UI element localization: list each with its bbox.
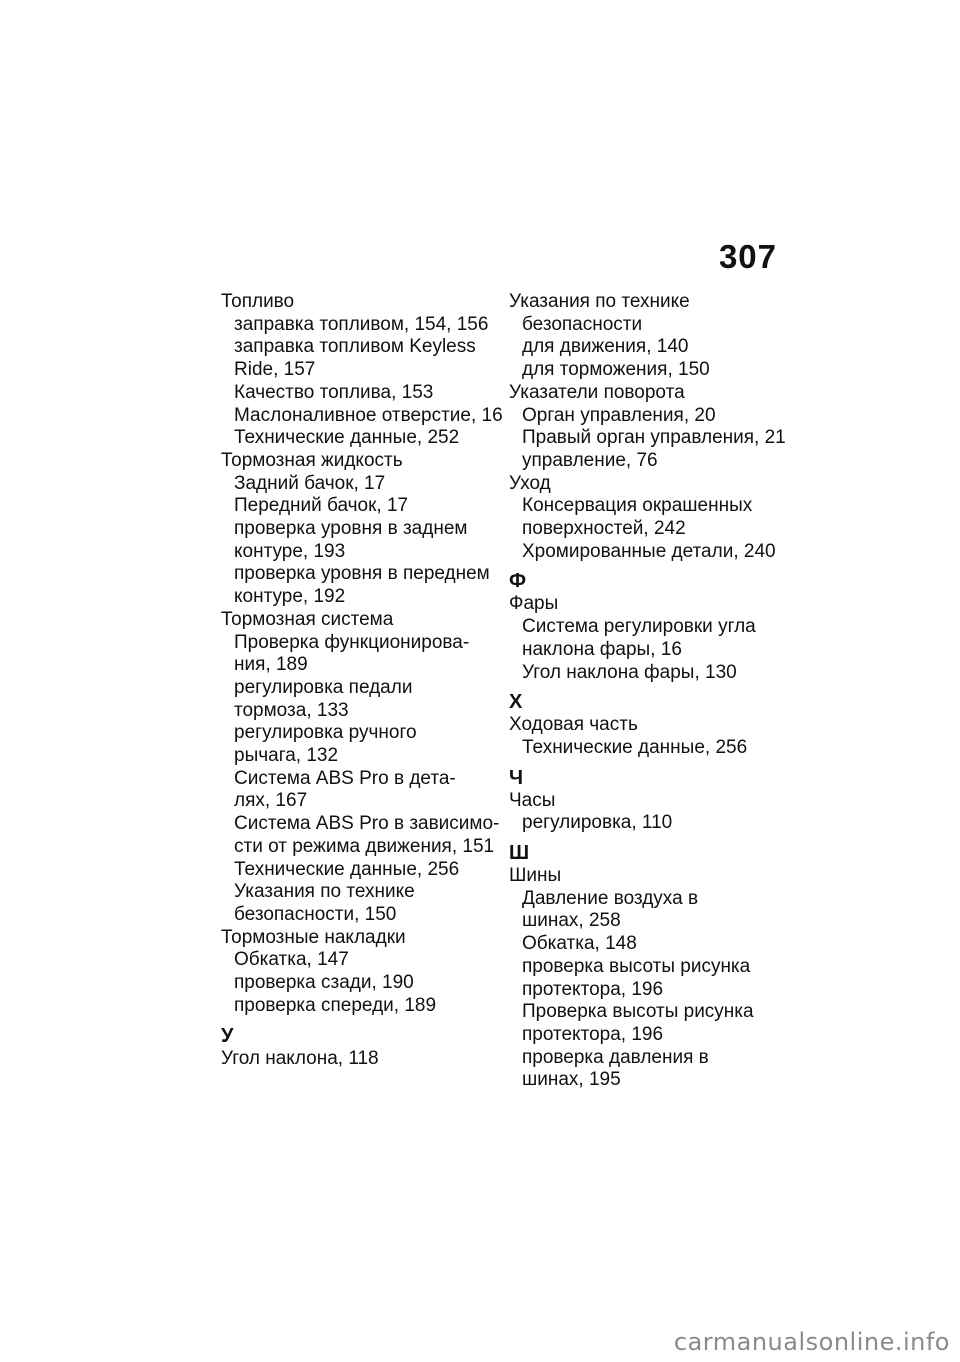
index-column-right	[509, 291, 799, 1092]
index-subentry: проверка давления в	[522, 1046, 709, 1068]
index-subentry: Консервация окрашенных	[522, 495, 753, 517]
index-subentry: проверка высоты рисунка	[522, 955, 751, 977]
index-subentry: Технические данные, 252	[234, 427, 460, 449]
index-subentry: Проверка высоты рисунка	[522, 1001, 754, 1023]
index-subentry: Технические данные, 256	[522, 736, 748, 758]
index-letter-heading: Ч	[509, 766, 524, 789]
index-letter-heading: У	[221, 1024, 234, 1047]
index-subentry: контуре, 192	[234, 586, 346, 608]
index-subentry: Технические данные, 256	[234, 858, 460, 880]
index-entry: Часы	[509, 789, 556, 811]
index-subentry: Ride, 157	[234, 359, 316, 381]
index-subentry: Правый орган управления, 21	[522, 427, 786, 449]
index-subentry: шинах, 195	[522, 1069, 621, 1091]
index-subentry: для торможения, 150	[522, 359, 710, 381]
index-subentry: шинах, 258	[522, 910, 621, 932]
index-subentry: лях, 167	[234, 790, 308, 812]
index-entry: Фары	[509, 593, 559, 615]
index-subentry: регулировка, 110	[522, 812, 673, 834]
index-letter-heading: Ф	[509, 570, 527, 593]
index-subentry: Давление воздуха в	[522, 887, 699, 909]
index-subentry: Обкатка, 147	[234, 949, 349, 971]
index-letter-heading: Ш	[509, 842, 530, 865]
index-entry: Тормозная жидкость	[221, 449, 403, 471]
index-subentry: регулировка ручного	[234, 722, 417, 744]
index-subentry: Система ABS Pro в дета-	[234, 767, 456, 789]
index-subentry: заправка топливом Keyless	[234, 336, 476, 358]
index-subentry: Проверка функционирова-	[234, 631, 470, 653]
index-subentry: тормоза, 133	[234, 699, 349, 721]
index-subentry: Обкатка, 148	[522, 933, 637, 955]
index-subentry: безопасности, 150	[234, 903, 397, 925]
page-number: 307	[718, 238, 777, 275]
index-subentry: регулировка педали	[234, 676, 413, 698]
index-letter-heading: Х	[509, 691, 523, 714]
index-subentry: Маслоналивное отверстие, 16	[234, 404, 503, 426]
index-entry: Топливо	[221, 291, 295, 312]
index-entry: Указания по технике	[509, 291, 690, 312]
index-subentry: поверхностей, 242	[522, 518, 686, 540]
index-subentry: контуре, 193	[234, 540, 346, 562]
index-subentry: проверка уровня в заднем	[234, 518, 468, 540]
index-subentry: Указания по технике	[234, 881, 415, 903]
index-entry: Тормозные накладки	[221, 926, 406, 948]
index-subentry: протектора, 196	[522, 978, 664, 1000]
index-subentry: Система регулировки угла	[522, 616, 756, 638]
index-subentry: проверка уровня в переднем	[234, 563, 490, 585]
index-subentry: проверка сзади, 190	[234, 972, 414, 994]
index-subentry: для движения, 140	[522, 336, 689, 358]
index-entry: Шины	[509, 865, 562, 887]
index-entry: Указатели поворота	[509, 381, 685, 403]
index-subentry: Передний бачок, 17	[234, 495, 409, 517]
index-subentry: Угол наклона фары, 130	[522, 661, 737, 683]
index-entry: Угол наклона, 118	[221, 1047, 379, 1069]
index-subentry: безопасности	[522, 313, 643, 335]
index-subentry: заправка топливом, 154, 156	[234, 313, 489, 335]
index-subentry: Хромированные детали, 240	[522, 540, 776, 562]
index-subentry: сти от режима движения, 151	[234, 835, 495, 857]
index-subentry: протектора, 196	[522, 1023, 664, 1045]
watermark: carmanualsonline.info	[673, 1328, 950, 1356]
index-subentry: рычага, 132	[234, 745, 339, 767]
index-subentry: Качество топлива, 153	[234, 381, 434, 403]
index-entry: Уход	[509, 472, 551, 494]
index-subentry: наклона фары, 16	[522, 638, 682, 660]
index-entry: Тормозная система	[221, 608, 394, 630]
index-subentry: Задний бачок, 17	[234, 472, 386, 494]
index-subentry: управление, 76	[522, 449, 658, 471]
index-subentry: проверка спереди, 189	[234, 994, 437, 1016]
index-subentry: Орган управления, 20	[522, 404, 716, 426]
index-subentry: ния, 189	[234, 654, 308, 676]
index-subentry: Система ABS Pro в зависимо-	[234, 813, 500, 835]
index-column-left	[221, 291, 503, 1070]
index-entry: Ходовая часть	[509, 714, 638, 736]
